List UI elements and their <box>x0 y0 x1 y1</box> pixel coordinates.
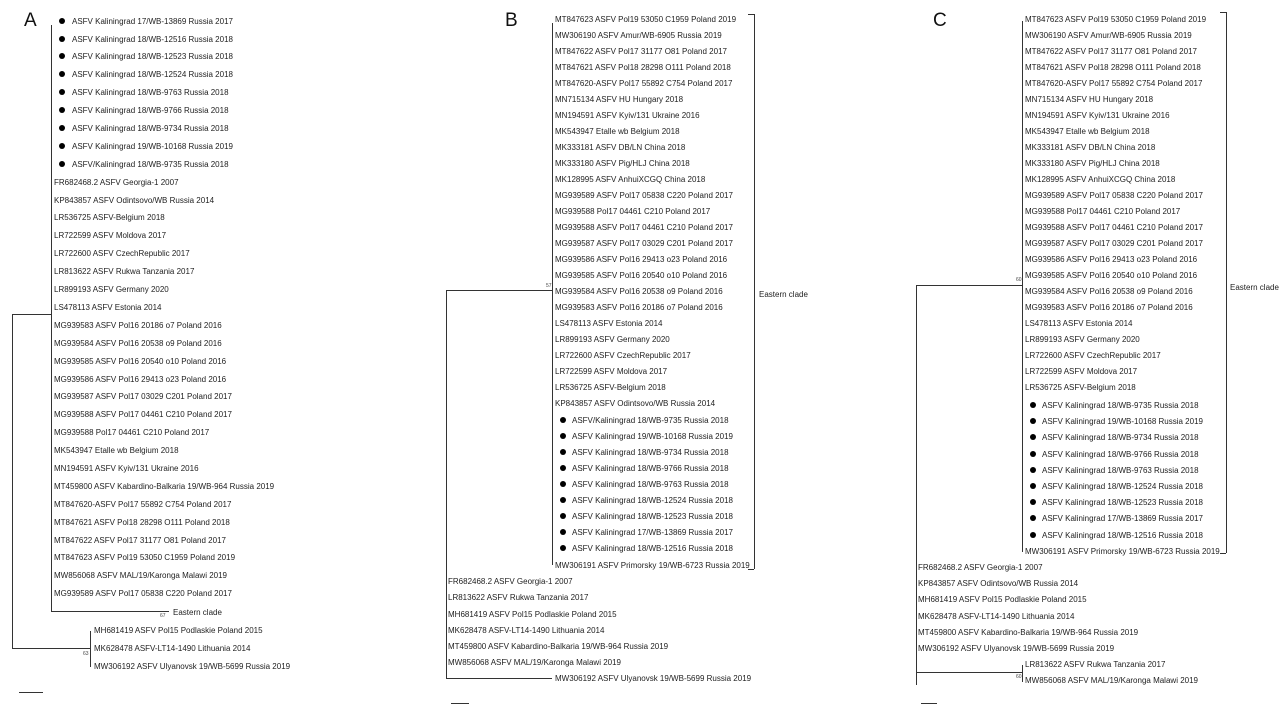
leaf-label: MT847622 ASFV Pol17 31177 O81 Poland 2017 <box>555 47 727 56</box>
leaf-label: ASFV Kaliningrad 19/WB-10168 Russia 2019 <box>1042 417 1203 426</box>
leaf-label: LR722599 ASFV Moldova 2017 <box>54 231 167 240</box>
panel-label-b: B <box>505 10 518 31</box>
kaliningrad-marker <box>59 36 65 42</box>
kaliningrad-marker <box>560 465 566 471</box>
leaf-label: MK333181 ASFV DB/LN China 2018 <box>555 143 686 152</box>
leaf-label: MG939584 ASFV Pol16 20538 o9 Poland 2016 <box>1025 287 1193 296</box>
tree-branch-outgroup <box>12 648 90 649</box>
leaf-label: ASFV Kaliningrad 18/WB-9734 Russia 2018 <box>1042 433 1199 442</box>
kaliningrad-marker <box>560 417 566 423</box>
outgroup-label: MT459800 ASFV Kabardino-Balkaria 19/WB-964 Russia 2019 <box>448 642 669 651</box>
kaliningrad-marker <box>1030 402 1036 408</box>
outgroup-label: MW306192 ASFV Ulyanovsk 19/WB-5699 Russia 2019 <box>94 662 291 671</box>
kaliningrad-marker <box>59 107 65 113</box>
leaf-label: MG939584 ASFV Pol16 20538 o9 Poland 2016 <box>555 287 723 296</box>
leaf-label: MW306191 ASFV Primorsky 19/WB-6723 Russia 2019 <box>555 561 750 570</box>
leaf-label: MG939588 ASFV Pol17 04461 C210 Poland 2017 <box>555 223 733 232</box>
clade-bracket <box>754 14 755 569</box>
leaf-label: ASFV Kaliningrad 18/WB-12524 Russia 2018 <box>72 70 233 79</box>
outgroup-label: MT459800 ASFV Kabardino-Balkaria 19/WB-964 Russia 2019 <box>918 628 1139 637</box>
leaf-label: MT847623 ASFV Pol19 53050 C1959 Poland 2019 <box>1025 15 1207 24</box>
leaf-label: MG939583 ASFV Pol16 20186 o7 Poland 2016 <box>54 321 222 330</box>
kaliningrad-marker <box>560 449 566 455</box>
clade-label: Eastern clade <box>759 290 808 299</box>
leaf-label: ASFV Kaliningrad 18/WB-12523 Russia 2018 <box>72 52 233 61</box>
leaf-label: ASFV Kaliningrad 19/WB-10168 Russia 2019 <box>572 432 733 441</box>
kaliningrad-marker <box>59 53 65 59</box>
kaliningrad-marker <box>1030 483 1036 489</box>
leaf-label: MG939585 ASFV Pol16 20540 o10 Poland 2016 <box>54 357 227 366</box>
kaliningrad-marker <box>560 545 566 551</box>
kaliningrad-marker <box>1030 499 1036 505</box>
leaf-label: MK543947 Etalle wb Belgium 2018 <box>1025 127 1150 136</box>
tree-root-stem <box>12 314 13 648</box>
leaf-label: MN194591 ASFV Kyiv/131 Ukraine 2016 <box>555 111 700 120</box>
leaf-label: MT847622 ASFV Pol17 31177 O81 Poland 2017 <box>1025 47 1197 56</box>
leaf-label: ASFV Kaliningrad 18/WB-12516 Russia 2018 <box>1042 531 1203 540</box>
bootstrap-value: 60 <box>1016 674 1022 680</box>
leaf-label: KP843857 ASFV Odintsovo/WB Russia 2014 <box>54 196 215 205</box>
leaf-label: ASFV Kaliningrad 18/WB-9763 Russia 2018 <box>72 88 229 97</box>
outgroup-label: MH681419 ASFV Pol15 Podlaskie Poland 2015 <box>94 626 263 635</box>
clade-label: Eastern clade <box>1230 283 1279 292</box>
clade-label: Eastern clade <box>173 608 222 617</box>
leaf-label: MW856068 ASFV MAL/19/Karonga Malawi 2019 <box>54 571 227 580</box>
kaliningrad-marker <box>59 125 65 131</box>
outgroup-label: MH681419 ASFV Pol15 Podlaskie Poland 2015 <box>448 610 617 619</box>
leaf-label: LR813622 ASFV Rukwa Tanzania 2017 <box>54 267 195 276</box>
tree-eastern-stem <box>51 611 169 612</box>
outgroup-label: FR682468.2 ASFV Georgia-1 2007 <box>918 563 1043 572</box>
leaf-label: LR899193 ASFV Germany 2020 <box>54 285 169 294</box>
tree-outgroup-stem <box>916 672 1022 673</box>
leaf-label: MG939588 ASFV Pol17 04461 C210 Poland 2017 <box>54 410 232 419</box>
scale-bar <box>451 703 469 704</box>
leaf-label: MN194591 ASFV Kyiv/131 Ukraine 2016 <box>54 464 199 473</box>
kaliningrad-marker <box>560 433 566 439</box>
tree-branch-ingroup <box>12 314 51 315</box>
leaf-label: MT847622 ASFV Pol17 31177 O81 Poland 2017 <box>54 536 226 545</box>
leaf-label: LR899193 ASFV Germany 2020 <box>1025 335 1140 344</box>
leaf-label: LR722599 ASFV Moldova 2017 <box>555 367 668 376</box>
kaliningrad-marker <box>1030 418 1036 424</box>
panel-label-a: A <box>24 10 37 31</box>
tree-ingroup-vertical <box>51 25 52 611</box>
bootstrap-value: 57 <box>546 283 552 289</box>
leaf-label: ASFV Kaliningrad 18/WB-12524 Russia 2018 <box>572 496 733 505</box>
leaf-label: MT847620-ASFV Pol17 55892 C754 Poland 2017 <box>555 79 733 88</box>
outgroup-label: MW306192 ASFV Ulyanovsk 19/WB-5699 Russia 2019 <box>918 644 1115 653</box>
clade-bracket-bottom <box>1220 553 1226 554</box>
leaf-label: ASFV Kaliningrad 18/WB-9763 Russia 2018 <box>572 480 729 489</box>
outgroup-label: LR813622 ASFV Rukwa Tanzania 2017 <box>1025 660 1166 669</box>
outgroup-label: MH681419 ASFV Pol15 Podlaskie Poland 2015 <box>918 595 1087 604</box>
leaf-label: MG939588 ASFV Pol17 04461 C210 Poland 2017 <box>1025 223 1203 232</box>
tree-branch-ingroup <box>916 285 1022 286</box>
clade-bracket-top <box>1220 12 1226 13</box>
kaliningrad-marker <box>59 143 65 149</box>
leaf-label: MG939586 ASFV Pol16 29413 o23 Poland 2016 <box>555 255 728 264</box>
outgroup-label: MK628478 ASFV-LT14-1490 Lithuania 2014 <box>94 644 251 653</box>
leaf-label: MG939586 ASFV Pol16 29413 o23 Poland 2016 <box>1025 255 1198 264</box>
outgroup-label: MK628478 ASFV-LT14-1490 Lithuania 2014 <box>918 612 1075 621</box>
tree-outgroup-vertical <box>1022 665 1023 682</box>
outgroup-label: FR682468.2 ASFV Georgia-1 2007 <box>448 577 573 586</box>
leaf-label: ASFV Kaliningrad 18/WB-12516 Russia 2018 <box>572 544 733 553</box>
leaf-label: MN715134 ASFV HU Hungary 2018 <box>555 95 684 104</box>
kaliningrad-marker <box>1030 434 1036 440</box>
leaf-label: MW306191 ASFV Primorsky 19/WB-6723 Russia 2019 <box>1025 547 1220 556</box>
kaliningrad-marker <box>560 513 566 519</box>
leaf-label: ASFV Kaliningrad 18/WB-12523 Russia 2018 <box>1042 498 1203 507</box>
leaf-label: ASFV Kaliningrad 18/WB-9763 Russia 2018 <box>1042 466 1199 475</box>
tree-outgroup-vertical <box>90 631 91 667</box>
kaliningrad-marker <box>1030 467 1036 473</box>
bootstrap-value: 67 <box>160 613 166 619</box>
leaf-label: MG939585 ASFV Pol16 20540 o10 Poland 2016 <box>1025 271 1198 280</box>
leaf-label: LS478113 ASFV Estonia 2014 <box>555 319 663 328</box>
leaf-label: MK333180 ASFV Pig/HLJ China 2018 <box>1025 159 1160 168</box>
leaf-label: MT459800 ASFV Kabardino-Balkaria 19/WB-964 Russia 2019 <box>54 482 275 491</box>
tree-outgroup-stem <box>446 678 552 679</box>
leaf-label: MK333180 ASFV Pig/HLJ China 2018 <box>555 159 690 168</box>
leaf-label: MG939588 Pol17 04461 C210 Poland 2017 <box>1025 207 1181 216</box>
leaf-label: ASFV Kaliningrad 18/WB-9734 Russia 2018 <box>72 124 229 133</box>
leaf-label: MK128995 ASFV AnhuiXCGQ China 2018 <box>1025 175 1176 184</box>
bootstrap-value: 60 <box>1016 277 1022 283</box>
leaf-label: ASFV Kaliningrad 18/WB-9734 Russia 2018 <box>572 448 729 457</box>
kaliningrad-marker <box>59 71 65 77</box>
leaf-label: MG939588 Pol17 04461 C210 Poland 2017 <box>555 207 711 216</box>
leaf-label: MG939588 Pol17 04461 C210 Poland 2017 <box>54 428 210 437</box>
leaf-label: ASFV Kaliningrad 17/WB-13869 Russia 2017 <box>572 528 733 537</box>
leaf-label: MT847623 ASFV Pol19 53050 C1959 Poland 2019 <box>555 15 737 24</box>
leaf-label: MG939583 ASFV Pol16 20186 o7 Poland 2016 <box>555 303 723 312</box>
leaf-label: MT847621 ASFV Pol18 28298 O111 Poland 2018 <box>1025 63 1201 72</box>
tree-root-stem <box>916 285 917 685</box>
leaf-label: ASFV Kaliningrad 18/WB-9766 Russia 2018 <box>572 464 729 473</box>
outgroup-label: MK628478 ASFV-LT14-1490 Lithuania 2014 <box>448 626 605 635</box>
leaf-label: MG939584 ASFV Pol16 20538 o9 Poland 2016 <box>54 339 222 348</box>
outgroup-label: MW856068 ASFV MAL/19/Karonga Malawi 2019 <box>1025 676 1198 685</box>
leaf-label: MN715134 ASFV HU Hungary 2018 <box>1025 95 1154 104</box>
tree-root-stem <box>446 290 447 678</box>
leaf-label: ASFV Kaliningrad 17/WB-13869 Russia 2017 <box>72 17 233 26</box>
leaf-label: LR536725 ASFV-Belgium 2018 <box>1025 383 1136 392</box>
leaf-label: MT847621 ASFV Pol18 28298 O111 Poland 2018 <box>54 518 230 527</box>
leaf-label: MN194591 ASFV Kyiv/131 Ukraine 2016 <box>1025 111 1170 120</box>
tree-panel-a <box>0 0 430 720</box>
leaf-label: ASFV Kaliningrad 17/WB-13869 Russia 2017 <box>1042 514 1203 523</box>
scale-bar <box>921 703 937 704</box>
leaf-label: MG939586 ASFV Pol16 29413 o23 Poland 2016 <box>54 375 227 384</box>
leaf-label: MT847620-ASFV Pol17 55892 C754 Poland 2017 <box>1025 79 1203 88</box>
kaliningrad-marker <box>1030 532 1036 538</box>
kaliningrad-marker <box>560 481 566 487</box>
tree-panel-b <box>430 0 870 720</box>
outgroup-label: KP843857 ASFV Odintsovo/WB Russia 2014 <box>918 579 1079 588</box>
leaf-label: LR536725 ASFV-Belgium 2018 <box>555 383 666 392</box>
clade-bracket-top <box>748 14 754 15</box>
leaf-label: ASFV Kaliningrad 18/WB-12523 Russia 2018 <box>572 512 733 521</box>
leaf-label: MK543947 Etalle wb Belgium 2018 <box>54 446 179 455</box>
leaf-label: ASFV/Kaliningrad 18/WB-9735 Russia 2018 <box>72 160 229 169</box>
leaf-label: LR536725 ASFV-Belgium 2018 <box>54 213 165 222</box>
leaf-label: LS478113 ASFV Estonia 2014 <box>1025 319 1133 328</box>
leaf-label: MG939587 ASFV Pol17 03029 C201 Poland 2017 <box>555 239 733 248</box>
kaliningrad-marker <box>59 89 65 95</box>
kaliningrad-marker <box>560 497 566 503</box>
leaf-label: ASFV/Kaliningrad 18/WB-9735 Russia 2018 <box>572 416 729 425</box>
clade-bracket <box>1226 12 1227 553</box>
leaf-label: LR722600 ASFV CzechRepublic 2017 <box>54 249 190 258</box>
leaf-label: ASFV Kaliningrad 18/WB-9735 Russia 2018 <box>1042 401 1199 410</box>
leaf-label: LS478113 ASFV Estonia 2014 <box>54 303 162 312</box>
leaf-label: MT847621 ASFV Pol18 28298 O111 Poland 2018 <box>555 63 731 72</box>
leaf-label: MK333181 ASFV DB/LN China 2018 <box>1025 143 1156 152</box>
leaf-label: MW306190 ASFV Amur/WB-6905 Russia 2019 <box>555 31 722 40</box>
leaf-label: LR899193 ASFV Germany 2020 <box>555 335 670 344</box>
leaf-label: ASFV Kaliningrad 18/WB-12516 Russia 2018 <box>72 35 233 44</box>
leaf-label: KP843857 ASFV Odintsovo/WB Russia 2014 <box>555 399 716 408</box>
panel-label-c: C <box>933 10 947 31</box>
leaf-label: MG939589 ASFV Pol17 05838 C220 Poland 2017 <box>54 589 232 598</box>
kaliningrad-marker <box>560 529 566 535</box>
kaliningrad-marker <box>1030 451 1036 457</box>
leaf-label: LR722599 ASFV Moldova 2017 <box>1025 367 1138 376</box>
leaf-label: ASFV Kaliningrad 19/WB-10168 Russia 2019 <box>72 142 233 151</box>
leaf-label: MK128995 ASFV AnhuiXCGQ China 2018 <box>555 175 706 184</box>
leaf-label: MG939587 ASFV Pol17 03029 C201 Poland 2017 <box>54 392 232 401</box>
leaf-label: MW306190 ASFV Amur/WB-6905 Russia 2019 <box>1025 31 1192 40</box>
kaliningrad-marker <box>1030 515 1036 521</box>
kaliningrad-marker <box>59 18 65 24</box>
leaf-label: MG939587 ASFV Pol17 03029 C201 Poland 2017 <box>1025 239 1203 248</box>
leaf-label: MT847620-ASFV Pol17 55892 C754 Poland 2017 <box>54 500 232 509</box>
tree-ingroup-vertical <box>1022 21 1023 552</box>
tree-panel-c <box>900 0 1280 720</box>
outgroup-label: LR813622 ASFV Rukwa Tanzania 2017 <box>448 593 589 602</box>
leaf-label: ASFV Kaliningrad 18/WB-12524 Russia 2018 <box>1042 482 1203 491</box>
tree-ingroup-vertical <box>552 23 553 565</box>
leaf-label: MG939583 ASFV Pol16 20186 o7 Poland 2016 <box>1025 303 1193 312</box>
kaliningrad-marker <box>59 161 65 167</box>
outgroup-label: MW856068 ASFV MAL/19/Karonga Malawi 2019 <box>448 658 621 667</box>
leaf-label: LR722600 ASFV CzechRepublic 2017 <box>555 351 691 360</box>
leaf-label: MG939589 ASFV Pol17 05838 C220 Poland 2017 <box>1025 191 1203 200</box>
tree-branch-ingroup <box>446 290 552 291</box>
leaf-label: LR722600 ASFV CzechRepublic 2017 <box>1025 351 1161 360</box>
leaf-label: MG939589 ASFV Pol17 05838 C220 Poland 2017 <box>555 191 733 200</box>
leaf-label: MG939585 ASFV Pol16 20540 o10 Poland 2016 <box>555 271 728 280</box>
leaf-label: ASFV Kaliningrad 18/WB-9766 Russia 2018 <box>1042 450 1199 459</box>
scale-bar <box>19 692 43 693</box>
leaf-label: ASFV Kaliningrad 18/WB-9766 Russia 2018 <box>72 106 229 115</box>
bootstrap-value: 63 <box>83 651 89 657</box>
leaf-label: MT847623 ASFV Pol19 53050 C1959 Poland 2019 <box>54 553 236 562</box>
outgroup-label: MW306192 ASFV Ulyanovsk 19/WB-5699 Russia 2019 <box>555 674 752 683</box>
leaf-label: FR682468.2 ASFV Georgia-1 2007 <box>54 178 179 187</box>
leaf-label: MK543947 Etalle wb Belgium 2018 <box>555 127 680 136</box>
